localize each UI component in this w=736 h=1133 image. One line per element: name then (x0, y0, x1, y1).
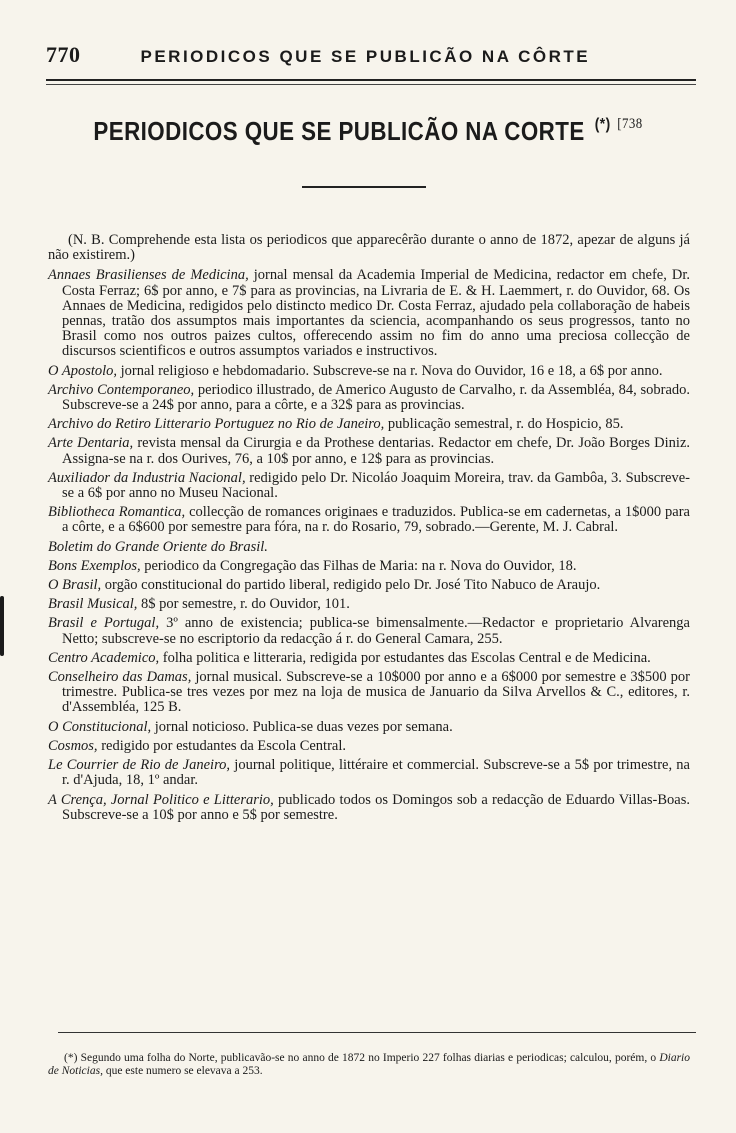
periodical-entry (48, 268, 690, 359)
periodical-name: Cosmos, (48, 737, 98, 754)
periodical-name: Arte Dentaria, (48, 435, 134, 452)
page-number: 770 (46, 42, 81, 67)
periodical-description: periodico da Congregação das Filhas de Maria: na r. Nova do Ouvidor, 18. (140, 557, 577, 574)
margin-ink-mark (0, 596, 4, 656)
periodical-description: revista mensal da Cirurgia e da Prothese dentarias. Redactor em chefe, Dr. João Borges Diniz. Assigna-se na r. dos Ourives, 76, a 10$ por anno, e 12$ para as provincias. (62, 435, 691, 467)
periodical-name: Bons Exemplos, (48, 557, 141, 574)
periodical-name: Conselheiro das Damas, (48, 669, 192, 686)
periodicals-list (48, 233, 690, 827)
footnote (48, 1052, 690, 1078)
periodical-description: collecção de romances originaes e traduzidos. Publica-se em cadernetas, a 1$000 para a côrte, e a 6$600 por semestre para fóra, na r. do Rosario, 79, sobrado.—Gerente, M. J. Cabral. (62, 504, 690, 536)
periodical-entry (48, 758, 690, 788)
periodical-description: jornal mensal da Academia Imperial de Medicina, redactor em chefe, Dr. Costa Ferraz; 6$ por anno, e 7$ para as provincias, na Livraria de E. & H. Laemmert, r. do Ouvidor, 68. Os Annaes de Medicina, redigidos pelo distincto medico Dr. Costa Ferraz, ajudado pela collaboração de habeis pennas, tratão dos assumptos mais importantes da sciencia, acompanhando os seus progressos, tanto no Brasil como nos outros paizes cultos, offerecendo assim no fim do anno uma preciosa collecção de discursos scientificos e outros assumptos variados e instructivos. (62, 267, 691, 360)
footnote-mark: (*) (64, 1052, 78, 1064)
periodical-description: publicado todos os Domingos sob a redacção de Eduardo Villas-Boas. Subscreve-se a 10$ por anno e 5$ por semestre. (62, 791, 691, 823)
periodical-entry (48, 505, 690, 535)
periodical-name: Brasil e Portugal, (48, 615, 160, 632)
periodical-entry (48, 670, 690, 716)
periodical-description: jornal noticioso. Publica-se duas vezes por semana. (151, 718, 453, 735)
periodical-description: 3º anno de existencia; publica-se bimensalmente.—Redactor e proprietario Alvarenga Netto; subscreve-se no escriptorio da redacção á r. do General Camara, 255. (62, 615, 690, 647)
periodical-entry (48, 559, 690, 574)
running-title: PERIODICOS QUE SE PUBLICÃO NA CÔRTE (140, 47, 591, 66)
periodical-name: O Constitucional, (48, 718, 152, 735)
periodical-entry (48, 540, 690, 555)
periodical-description: jornal religioso e hebdomadario. Subscreve-se na r. Nova do Ouvidor, 16 e 18, a 6$ por anno. (117, 362, 663, 379)
periodical-description: redigido pelo Dr. Nicoláo Joaquim Moreira, trav. da Gambôa, 3. Subscreve-se a 6$ por anno no Museu Nacional. (62, 469, 691, 502)
title-annotation: [738 (617, 116, 643, 132)
page-title (52, 116, 685, 147)
periodical-entry (48, 417, 690, 432)
title-divider (302, 186, 426, 188)
footnote-newspaper: Diario de Noticias, (48, 1052, 690, 1077)
periodical-name: Auxiliador da Industria Nacional, (48, 469, 246, 486)
periodical-description: 8$ por semestre, r. do Ouvidor, 101. (137, 596, 350, 613)
periodical-description: folha politica e litteraria, redigida por estudantes das Escolas Central e de Medicina. (159, 649, 651, 666)
periodical-description: redigido por estudantes da Escola Central. (97, 737, 347, 754)
periodical-entry (48, 739, 690, 754)
periodical-description: journal politique, littéraire et commercial. Subscreve-se a 5$ por trimestre, na r. d'Ajuda, 18, 1º andar. (62, 757, 690, 789)
periodical-name: Bibliotheca Romantica, (48, 504, 186, 521)
periodical-entry (48, 597, 690, 612)
page-title-text: PERIODICOS QUE SE PUBLICÃO NA CORTE (93, 116, 585, 146)
periodical-description: orgão constitucional do partido liberal, redigido pelo Dr. José Tito Nabuco de Araujo. (101, 577, 601, 594)
running-head (46, 42, 696, 70)
periodical-entry (48, 616, 690, 646)
periodical-description: periodico illustrado, de Americo Augusto de Carvalho, r. da Assembléa, 84, sobrado. Subscreve-se a 24$ por anno, para a côrte, e a 32$ para as provincias. (62, 381, 690, 414)
periodical-name: O Apostolo, (48, 362, 118, 379)
editorial-note: (N. B. Comprehende esta lista os periodicos que apparecêrão durante o anno de 1872, apezar de alguns já não existirem.) (48, 232, 690, 264)
periodical-entry (48, 436, 690, 466)
periodical-name: Annaes Brasilienses de Medicina, (48, 267, 249, 284)
header-rule (46, 79, 696, 81)
periodical-name: A Crença, Jornal Politico e Litterario, (48, 791, 274, 808)
periodical-entry (48, 364, 690, 379)
periodical-description: jornal musical. Subscreve-se a 10$000 por anno e a 6$000 por semestre e 3$500 por trimestre. Publica-se tres vezes por mez na loja de musica de Januario da Silva Arvellos & C., editores, r. d'Assembléa, 125 B. (62, 669, 690, 716)
periodical-entry (48, 383, 690, 413)
footnote-rule (58, 1032, 696, 1033)
periodical-entry (48, 793, 690, 823)
footnote-text-b: que este numero se elevava a 253. (102, 1065, 263, 1077)
periodical-name: Le Courrier de Rio de Janeiro, (48, 757, 231, 774)
periodical-name: O Brasil, (48, 577, 102, 594)
periodical-entry (48, 471, 690, 501)
periodical-entry (48, 720, 690, 735)
periodical-entry (48, 578, 690, 593)
title-footnote-mark: (*) (594, 116, 611, 133)
footnote-text-a: Segundo uma folha do Norte, publicavão-se no anno de 1872 no Imperio 227 folhas diarias e periodicas; calculou, porém, o (77, 1052, 660, 1064)
periodical-description: publicação semestral, r. do Hospicio, 85. (384, 416, 624, 433)
periodical-name: Archivo Contemporaneo, (48, 381, 195, 398)
periodical-name: Boletim do Grande Oriente do Brasil. (48, 538, 268, 555)
entries-container (48, 268, 690, 823)
periodical-entry (48, 651, 690, 666)
periodical-name: Archivo do Retiro Litterario Portuguez no Rio de Janeiro, (48, 416, 385, 433)
header-rule-thin (46, 84, 696, 85)
periodical-name: Brasil Musical, (48, 596, 138, 613)
periodical-name: Centro Academico, (48, 649, 160, 666)
